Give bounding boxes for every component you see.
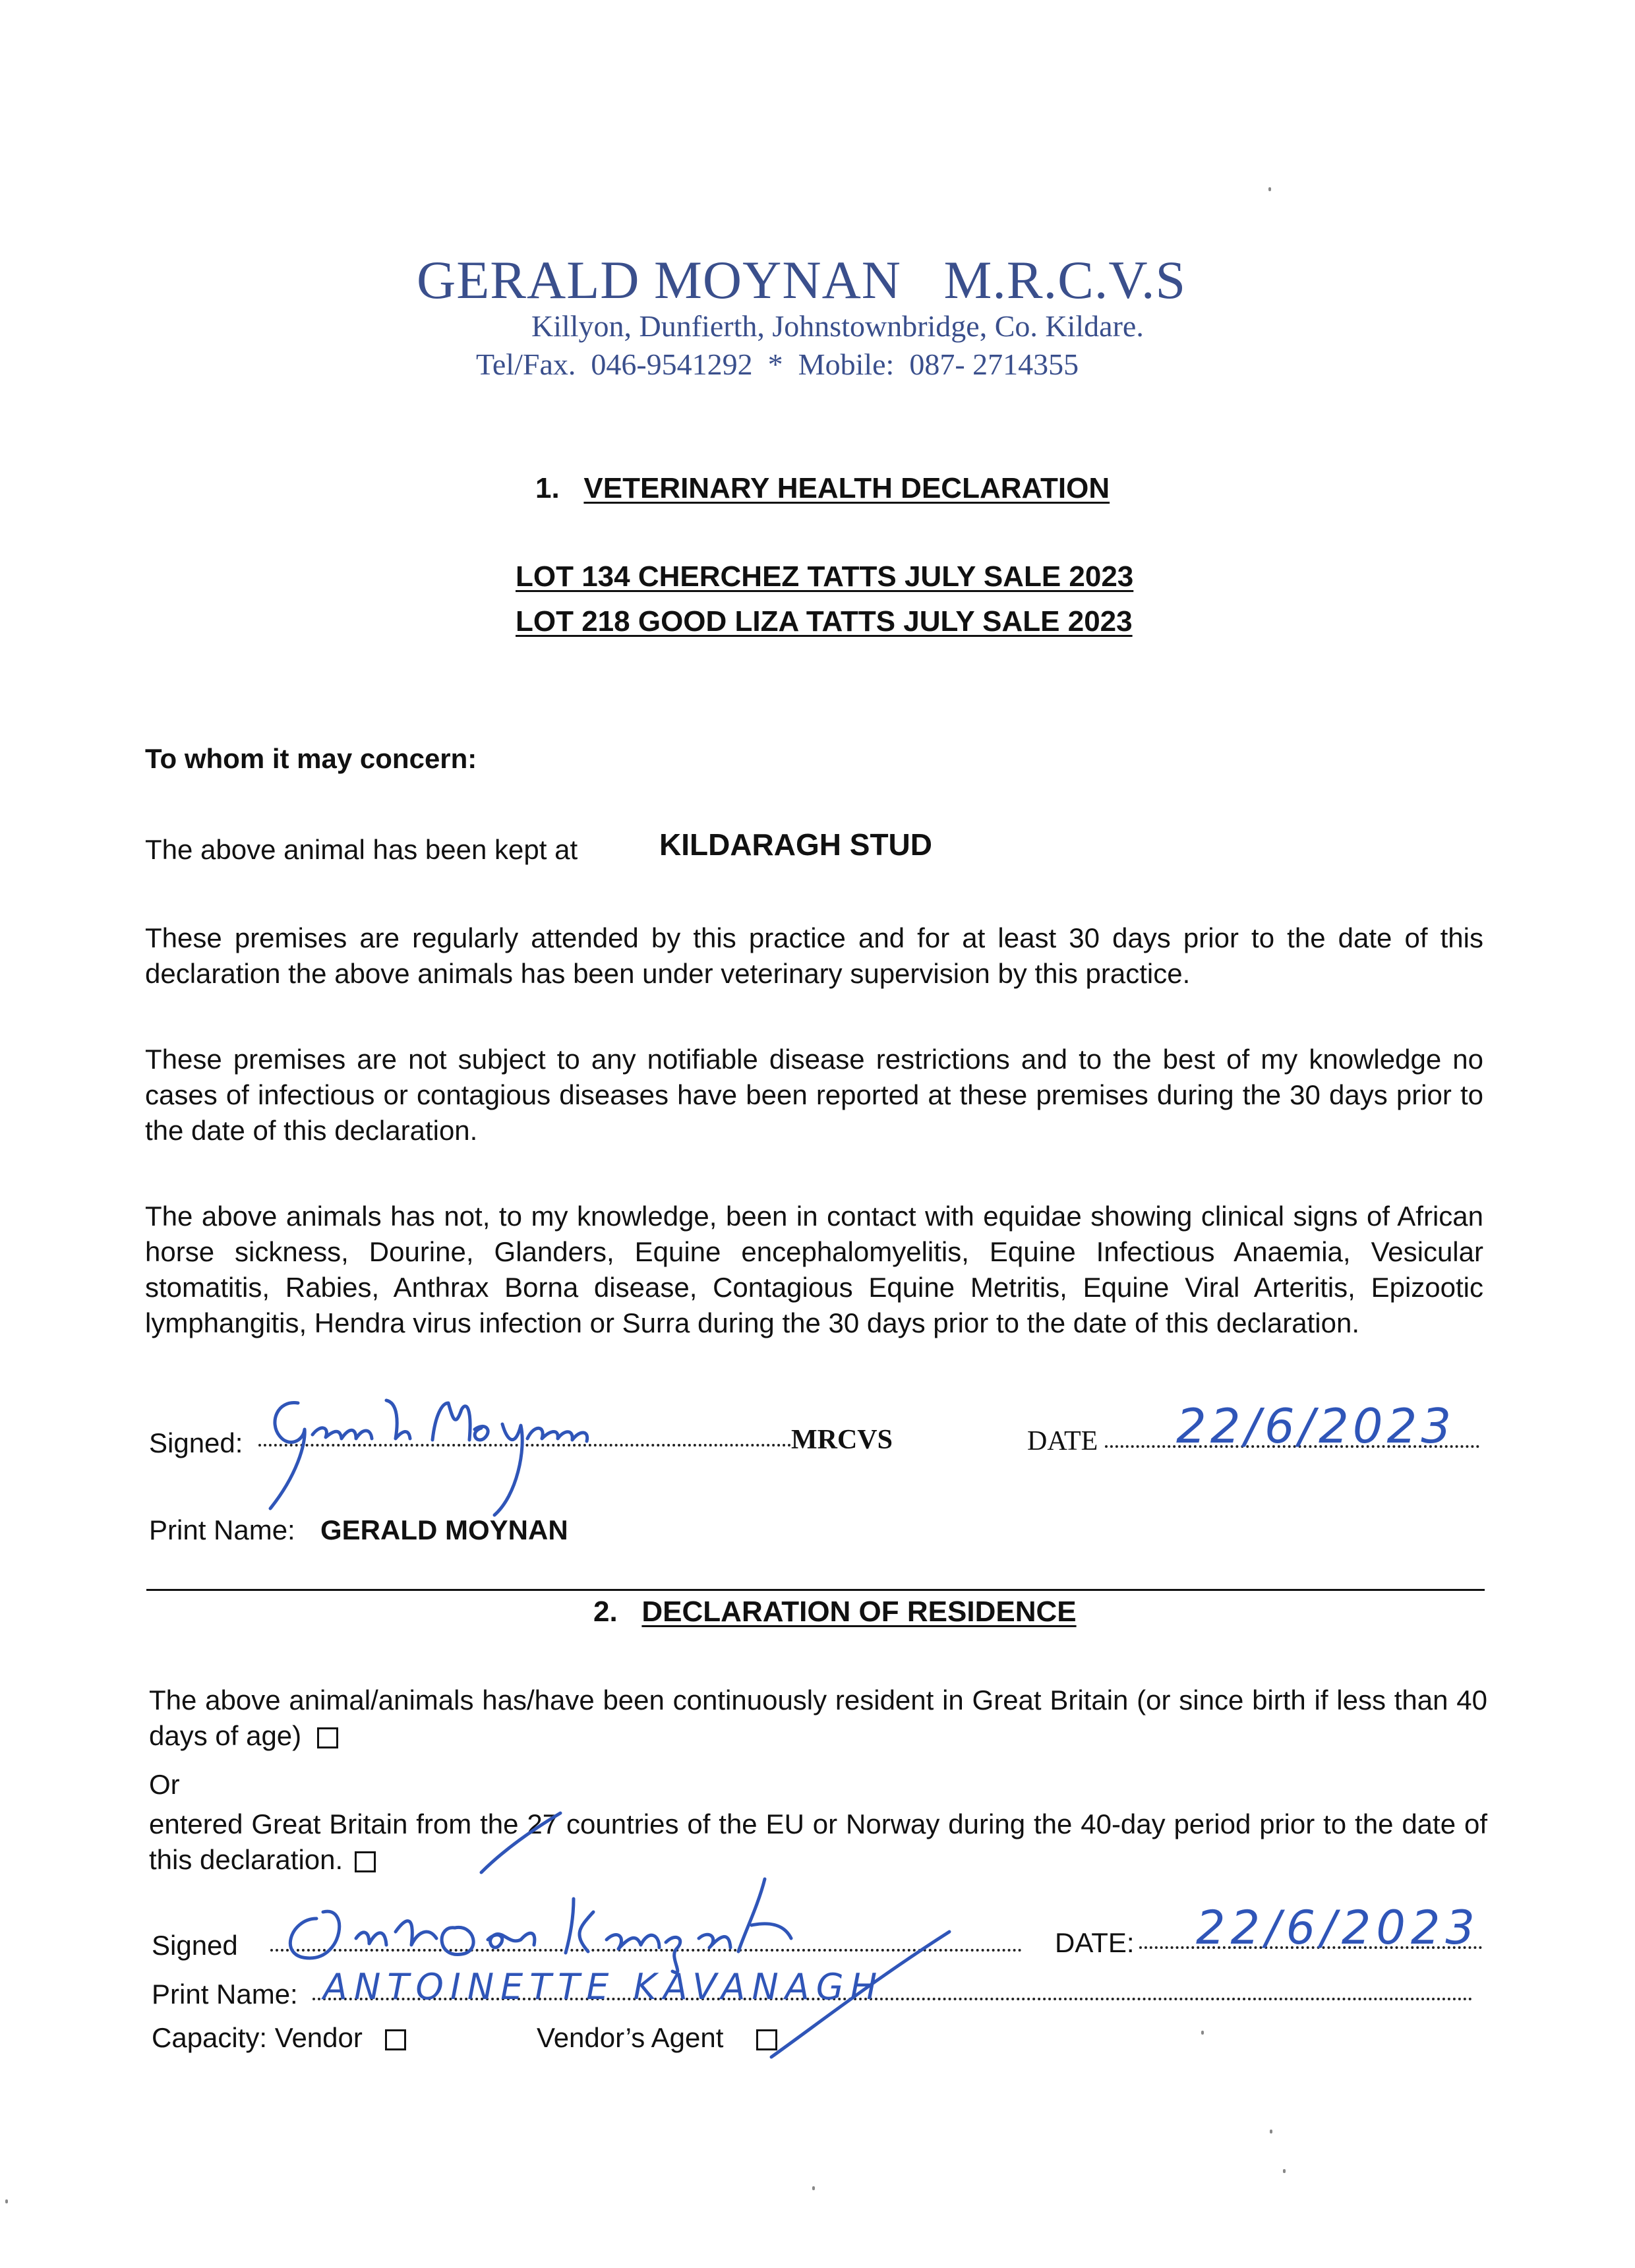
scan-speck — [1268, 187, 1271, 191]
scan-speck — [5, 2199, 8, 2203]
residence-option-2-text: entered Great Britain from the 27 countries of the EU or Norway during the 40-day period prior to the date of this declaration. — [149, 1808, 1487, 1875]
residence-option-1-checkbox[interactable] — [317, 1727, 338, 1748]
vendor-agent-tick-mark — [758, 1925, 956, 2070]
lot-line-2: LOT 218 GOOD LIZA TATTS JULY SALE 2023 — [516, 605, 1133, 638]
vet-print-name-label: Print Name: — [149, 1514, 295, 1545]
scan-speck — [812, 2186, 815, 2190]
section-divider — [146, 1589, 1485, 1591]
vet-signed-label: Signed: — [149, 1427, 243, 1458]
letterhead-address: Killyon, Dunfierth, Johnstownbridge, Co. Kildare. — [531, 309, 1144, 343]
residence-option-1-text: The above animal/animals has/have been continuously resident in Great Britain (or since birth if less than 40 days of age) — [149, 1685, 1487, 1751]
residence-or: Or — [149, 1769, 180, 1800]
vendor-print-name-value: ANTOINETTE KAVANAGH — [323, 1966, 884, 2008]
section2-title: DECLARATION OF RESIDENCE — [641, 1596, 1077, 1628]
capacity-vendor-checkbox[interactable] — [385, 2029, 406, 2050]
section2-heading — [593, 1596, 1077, 1628]
scan-speck — [1283, 2169, 1286, 2173]
vet-signature-handwriting — [257, 1383, 705, 1522]
capacity-vendor-option — [152, 2020, 406, 2056]
vet-date-value: 22/6/2023 — [1176, 1398, 1456, 1454]
section1-title: VETERINARY HEALTH DECLARATION — [583, 472, 1110, 504]
vendor-print-name-label: Print Name: — [152, 1979, 298, 2010]
residence-option-1 — [149, 1683, 1487, 1754]
paragraph-no-restrictions: These premises are not subject to any notifiable disease restrictions and to the best of my knowledge no cases of infectious or contagious diseases have been reported at these premises during the 30 days prior to the date of this declaration. — [145, 1044, 1483, 1146]
vendor-signature-text — [0, 0, 6, 1]
vet-print-name-value: GERALD MOYNAN — [320, 1514, 568, 1545]
vendor-date-value: 22/6/2023 — [1196, 1901, 1480, 1955]
section1-heading — [535, 472, 1110, 505]
vendor-signed-label: Signed — [152, 1930, 238, 1961]
salutation: To whom it may concern: — [145, 743, 477, 774]
vet-date-label: DATE — [1027, 1426, 1098, 1456]
section1-number: 1. — [535, 472, 560, 504]
vet-date-handwriting — [1174, 1399, 1477, 1465]
scan-speck — [1270, 2130, 1272, 2134]
lot-line-1: LOT 134 CHERCHEZ TATTS JULY SALE 2023 — [516, 560, 1134, 593]
kept-at-label: The above animal has been kept at — [145, 834, 578, 865]
paragraph-no-contact: The above animals has not, to my knowledge, been in contact with equidae showing clinical signs of African horse sickness, Dourine, Glanders, Equine encephalomyelitis, Equine Infectious Anaemia, Vesicular stomatitis, Rabies, Anthrax Borna disease, Contagious Equine Metritis, Equine Viral Arteritis, Epizootic lymphangitis, Hendra virus infection or Surra during the 30 days prior to the date of this declaration. — [145, 1201, 1483, 1338]
kept-at-value: KILDARAGH STUD — [659, 827, 932, 862]
section2-number: 2. — [593, 1596, 618, 1628]
capacity-vendor-label: Capacity: Vendor — [152, 2022, 363, 2053]
vet-mrcvs-suffix: MRCVS — [791, 1425, 893, 1455]
vendor-date-handwriting — [1193, 1896, 1497, 1962]
letterhead-name: GERALD MOYNAN M.R.C.V.S — [417, 250, 1187, 310]
letterhead-phones: Tel/Fax. 046-9541292 * Mobile: 087- 2714355 — [476, 347, 1079, 381]
capacity-agent-label: Vendor’s Agent — [537, 2022, 724, 2053]
capacity-agent-option — [537, 2020, 777, 2056]
paragraph-supervision: These premises are regularly attended by this practice and for at least 30 days prior to the date of this declaration the above animals has been under veterinary supervision by this practice. — [145, 922, 1483, 989]
scan-speck — [1201, 2031, 1204, 2035]
vendor-date-label: DATE: — [1055, 1927, 1135, 1958]
